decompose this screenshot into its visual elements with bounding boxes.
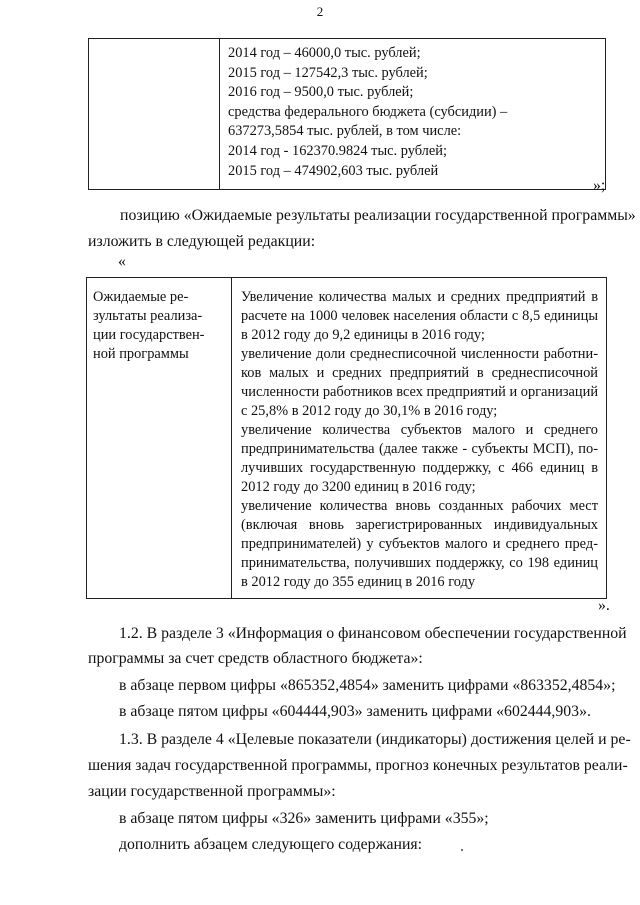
financing-line: 637273,5854 тыс. рублей, в том числе: [228, 123, 462, 140]
results-line: предпринимателей) у субъектов малого и среднего пред- [241, 536, 598, 552]
table-row [87, 278, 607, 599]
section-1-3-line: зации государственной программы»: [88, 783, 336, 800]
section-1-2-line: в абзаце пятом цифры «604444,903» заменить цифрами «602444,903». [119, 703, 591, 720]
results-line: (включая вновь зарегистрированных индивидуальных [241, 517, 598, 533]
results-line: ков малых и средних предприятий в среднесписочной [241, 365, 598, 381]
financing-line: 2014 год – 46000,0 тыс. рублей; [228, 45, 421, 61]
financing-table-left-cell [89, 39, 220, 190]
section-1-2-line: 1.2. В разделе 3 «Информация о финансовом обеспечении государственной [119, 625, 627, 642]
expected-results-content-cell [232, 278, 607, 599]
section-1-3-line: дополнить абзацем следующего содержания: [119, 836, 423, 853]
results-line: принимательства, получивших поддержку, со 198 единиц [241, 555, 598, 571]
results-line: численности работников всех предприятий и организаций [241, 384, 599, 400]
financing-line: 2015 год – 474902,603 тыс. рублей [228, 162, 439, 179]
label-line: зультаты реализа- [93, 308, 203, 324]
financing-line: средства федерального бюджета (субсидии) – [228, 103, 508, 120]
results-line: 2012 году до 3200 единиц в 2016 году; [241, 479, 476, 495]
results-line: в 2012 году до 355 единиц в 2016 году [241, 574, 476, 590]
paragraph-position-line: позицию «Ожидаемые результаты реализации государственной программы» [120, 207, 636, 224]
financing-line: 2016 год – 9500,0 тыс. рублей; [228, 84, 414, 101]
results-line: с 25,8% в 2012 году до 30,1% в 2016 году; [241, 403, 498, 419]
label-line: Ожидаемые ре- [93, 289, 189, 305]
financing-table [88, 38, 606, 190]
paragraph-position-line: изложить в следующей редакции: [88, 233, 316, 250]
section-1-3-line: в абзаце пятом цифры «326» заменить цифрами «355»; [119, 810, 489, 827]
results-line: предпринимательства (далее также - субъекты МСП), по- [241, 441, 598, 457]
page-number: 2 [316, 4, 324, 19]
expected-results-label-cell [87, 278, 232, 599]
section-1-2-line: в абзаце первом цифры «865352,4854» заменить цифрами «863352,4854»; [119, 677, 616, 694]
results-line: увеличение количества субъектов малого и среднего [241, 422, 598, 438]
financing-table-right-cell [220, 39, 606, 190]
label-line: ции государствен- [93, 327, 205, 343]
results-line: увеличение количества вновь созданных рабочих мест [241, 498, 598, 514]
scan-speck [461, 849, 463, 851]
section-1-2-line: программы за счет средств областного бюджета»: [88, 650, 423, 667]
expected-results-table [86, 277, 607, 599]
opening-quote: « [118, 253, 126, 270]
label-line: ной программы [93, 346, 189, 362]
results-line: увеличение доли среднесписочной численности работни- [241, 346, 598, 362]
financing-line: 2015 год – 127542,3 тыс. рублей; [228, 64, 428, 81]
results-line: расчете на 1000 человек населения области с 8,5 единицы [241, 308, 598, 324]
financing-line: 2014 год - 162370.9824 тыс. рублей; [228, 142, 447, 159]
section-1-3-line: 1.3. В разделе 4 «Целевые показатели (индикаторы) достижения целей и ре- [119, 731, 631, 748]
closing-quote-period: ». [598, 597, 610, 614]
results-line: в 2012 году до 9,2 единицы в 2016 году; [241, 327, 485, 343]
section-1-3-line: шения задач государственной программы, прогноз конечных результатов реали- [88, 757, 628, 774]
table-row [89, 39, 606, 190]
results-line: Увеличение количества малых и средних предприятий в [241, 289, 598, 305]
results-line: лучивших государственную поддержку, с 466 единиц в [241, 460, 598, 476]
closing-quote-semicolon: »; [593, 177, 606, 194]
